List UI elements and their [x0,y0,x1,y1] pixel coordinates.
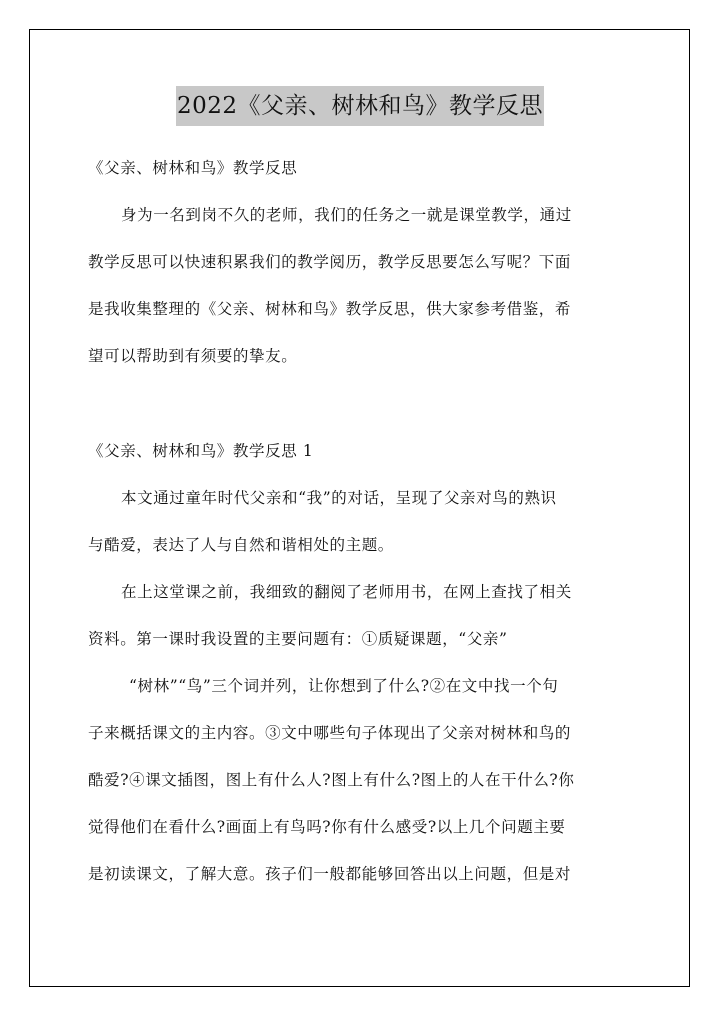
paragraph-line: 本文通过童年时代父亲和“我”的对话，呈现了父亲对鸟的熟识 [121,489,557,507]
paragraph-line: 觉得他们在看什么?画面上有鸟吗?你有什么感受?以上几个问题主要 [88,818,566,836]
paragraph-line: 教学反思可以快速积累我们的教学阅历，教学反思要怎么写呢？下面 [88,253,572,271]
paragraph-line: 在上这堂课之前，我细致的翻阅了老师用书，在网上查找了相关 [121,583,572,601]
document-title: 2022《父亲、树林和鸟》教学反思 [176,86,544,126]
section-heading: 《父亲、树林和鸟》教学反思 1 [88,442,314,460]
paragraph-line: 望可以帮助到有须要的挚友。 [88,347,298,365]
paragraph-line: “树林”“鸟”三个词并列，让你想到了什么?②在文中找一个句 [129,677,559,695]
paragraph-line: 是初读课文，了解大意。孩子们一般都能够回答出以上问题，但是对 [88,865,572,883]
paragraph-line: 资料。第一课时我设置的主要问题有：①质疑课题，“父亲” [88,630,508,648]
paragraph-line: 与酷爱，表达了人与自然和谐相处的主题。 [88,536,394,554]
paragraph-line: 子来概括课文的主内容。③文中哪些句子体现出了父亲对树林和鸟的 [88,724,572,742]
section-heading: 《父亲、树林和鸟》教学反思 [88,159,298,177]
paragraph-line: 酷爱?④课文插图，图上有什么人?图上有什么?图上的人在干什么?你 [88,771,575,789]
paragraph-line: 是我收集整理的《父亲、树林和鸟》教学反思，供大家参考借鉴，希 [88,300,572,318]
paragraph-line: 身为一名到岗不久的老师，我们的任务之一就是课堂教学，通过 [121,206,572,224]
title-wrap [0,86,720,126]
